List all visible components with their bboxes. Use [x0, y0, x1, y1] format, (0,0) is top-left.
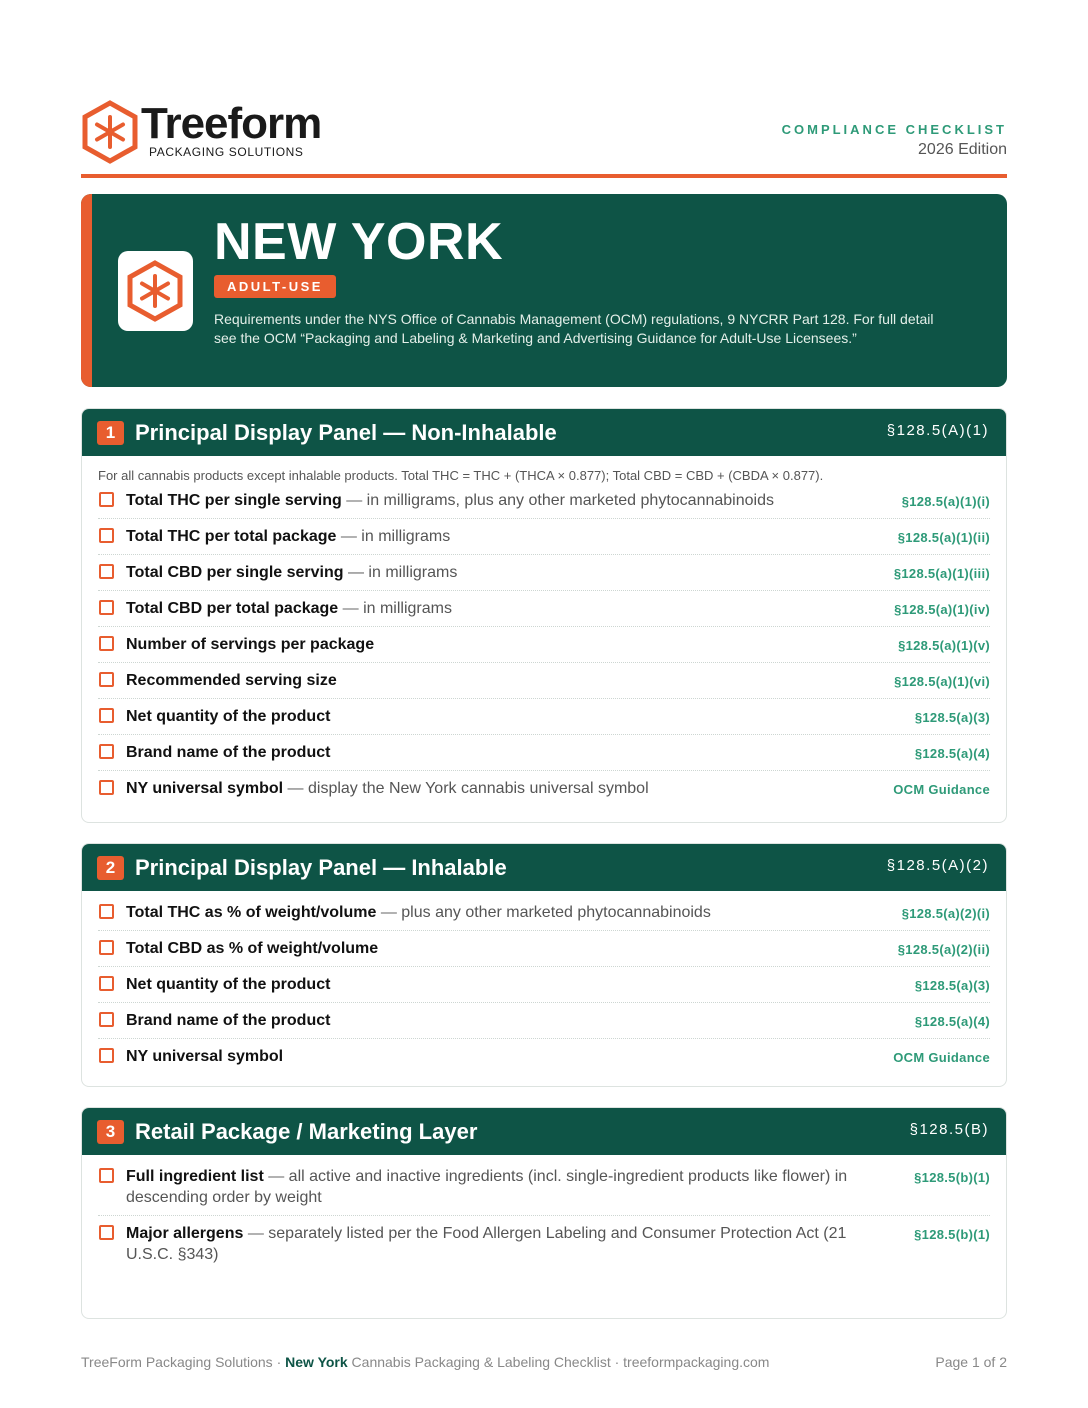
checklist-item	[98, 1216, 990, 1272]
header-divider	[81, 174, 1007, 178]
checklist	[82, 891, 1006, 1075]
section-header	[82, 844, 1006, 891]
item-description: display the New York cannabis universal symbol	[308, 780, 649, 797]
checklist-item	[98, 627, 990, 663]
checklist-item	[98, 967, 990, 1003]
section-header	[82, 409, 1006, 456]
checkbox[interactable]	[99, 940, 114, 955]
item-reference: §128.5(a)(4)	[914, 746, 990, 761]
item-description: in milligrams, plus any other marketed phytocannabinoids	[366, 492, 774, 509]
hero-description: Requirements under the NYS Office of Cannabis Management (OCM) regulations, 9 NYCRR Part 128. For full detail see the OCM “Packaging and Labeling & Marketing and Advertising Guidance for Adult-Use Licensees.”	[214, 311, 934, 346]
item-label: Net quantity of the product	[126, 976, 331, 993]
checkbox[interactable]	[99, 976, 114, 991]
item-label: Total THC per total package	[126, 528, 337, 545]
section-card	[81, 408, 1007, 823]
item-reference: §128.5(b)(1)	[914, 1227, 990, 1242]
header-meta	[782, 122, 1007, 159]
item-reference: §128.5(a)(1)(ii)	[897, 530, 990, 545]
item-label: Total THC per single serving	[126, 492, 342, 509]
checkbox[interactable]	[99, 492, 114, 507]
section-card	[81, 1107, 1007, 1319]
checklist-item	[98, 519, 990, 555]
item-reference: §128.5(a)(2)(ii)	[897, 942, 990, 957]
item-label: Total CBD as % of weight/volume	[126, 940, 379, 957]
checkbox[interactable]	[99, 672, 114, 687]
section-number: 1	[97, 421, 124, 445]
item-dash: —	[243, 1225, 269, 1242]
item-label: Total CBD per single serving	[126, 564, 344, 581]
item-dash: —	[336, 528, 362, 545]
item-label: Total CBD per total package	[126, 600, 339, 617]
checkbox[interactable]	[99, 1048, 114, 1063]
section-title: Principal Display Panel — Inhalable	[135, 855, 507, 880]
section-reference: §128.5(A)(2)	[886, 857, 989, 874]
footer-state: New York	[285, 1354, 348, 1370]
item-reference: §128.5(a)(1)(vi)	[894, 674, 990, 689]
checklist	[82, 483, 1006, 807]
item-dash: —	[338, 600, 364, 617]
item-reference: §128.5(a)(3)	[914, 978, 990, 993]
checkbox[interactable]	[99, 528, 114, 543]
checkbox[interactable]	[99, 780, 114, 795]
checkbox[interactable]	[99, 744, 114, 759]
checklist-item	[98, 735, 990, 771]
footer-separator: ·	[272, 1354, 286, 1370]
item-reference: §128.5(a)(4)	[914, 1014, 990, 1029]
section-reference: §128.5(B)	[909, 1121, 989, 1138]
checklist-item	[98, 931, 990, 967]
section-reference: §128.5(A)(1)	[886, 422, 989, 439]
checklist-item	[98, 483, 990, 519]
checklist-item	[98, 555, 990, 591]
treeform-hex-icon	[81, 100, 139, 164]
footer-doc-title: Cannabis Packaging & Labeling Checklist	[347, 1354, 611, 1370]
edition-label: 2026 Edition	[918, 141, 1007, 158]
checklist	[82, 1155, 1006, 1272]
item-label: Full ingredient list	[126, 1168, 264, 1185]
item-label: Number of servings per package	[126, 636, 375, 653]
item-label: Brand name of the product	[126, 744, 331, 761]
checkbox[interactable]	[99, 904, 114, 919]
item-description: in milligrams	[361, 528, 451, 545]
item-reference: §128.5(a)(1)(i)	[901, 494, 990, 509]
item-description: plus any other marketed phytocannabinoids	[401, 904, 711, 921]
checklist-item	[98, 699, 990, 735]
page-header	[81, 100, 1007, 164]
item-description: in milligrams	[368, 564, 458, 581]
section-card	[81, 843, 1007, 1087]
checkbox[interactable]	[99, 1225, 114, 1240]
item-reference: §128.5(a)(1)(v)	[898, 638, 990, 653]
section-title: Retail Package / Marketing Layer	[135, 1119, 478, 1144]
item-dash: —	[341, 492, 367, 509]
item-dash: —	[343, 564, 369, 581]
item-reference: §128.5(a)(3)	[914, 710, 990, 725]
footer-website[interactable]: treeformpackaging.com	[623, 1354, 770, 1370]
item-dash: —	[376, 904, 402, 921]
item-dash: —	[263, 1168, 289, 1185]
state-hero-banner	[81, 194, 1007, 387]
logo-wordmark: Treeform	[141, 99, 322, 148]
checkbox[interactable]	[99, 636, 114, 651]
item-reference: §128.5(b)(1)	[914, 1170, 990, 1185]
checkbox[interactable]	[99, 1168, 114, 1183]
hero-accent-bar	[81, 194, 92, 387]
item-reference: §128.5(a)(2)(i)	[901, 906, 990, 921]
item-label: Total THC as % of weight/volume	[126, 904, 377, 921]
section-number: 3	[97, 1120, 124, 1144]
section-number: 2	[97, 856, 124, 880]
checklist-item	[98, 771, 990, 807]
hero-badge	[118, 251, 193, 331]
item-reference: §128.5(a)(1)(iii)	[893, 566, 990, 581]
checklist-item	[98, 1003, 990, 1039]
checkbox[interactable]	[99, 564, 114, 579]
checklist-item	[98, 1039, 990, 1075]
footer-separator: ·	[610, 1354, 624, 1370]
market-badge: ADULT-USE	[214, 275, 336, 298]
section-header	[82, 1108, 1006, 1155]
item-description: in milligrams	[363, 600, 452, 617]
item-label: NY universal symbol	[126, 1048, 284, 1065]
treeform-hex-icon	[125, 260, 185, 322]
checklist-item	[98, 1159, 990, 1216]
footer-company: TreeForm Packaging Solutions	[81, 1354, 273, 1370]
page-footer	[81, 1354, 1007, 1370]
checkbox[interactable]	[99, 1012, 114, 1027]
treeform-logo	[81, 100, 321, 164]
item-description: all active and inactive ingredients (incl. single-ingredient products like flower) in descending order by weight	[126, 1168, 848, 1206]
section-title: Principal Display Panel — Non-Inhalable	[135, 420, 557, 445]
item-label: Brand name of the product	[126, 1012, 331, 1029]
checkbox[interactable]	[99, 708, 114, 723]
item-label: NY universal symbol	[126, 780, 284, 797]
item-dash: —	[283, 780, 308, 797]
section-note: For all cannabis products except inhalable products. Total THC = THC + (THCA × 0.877); Total CBD = CBD + (CBDA × 0.877).	[98, 468, 824, 483]
item-label: Major allergens	[126, 1225, 244, 1242]
checklist-item	[98, 895, 990, 931]
state-title: NEW YORK	[214, 213, 504, 271]
checklist-item	[98, 591, 990, 627]
item-label: Recommended serving size	[126, 672, 337, 689]
item-reference: §128.5(a)(1)(iv)	[894, 602, 990, 617]
item-reference: OCM Guidance	[893, 1050, 990, 1065]
item-reference: OCM Guidance	[893, 782, 990, 797]
checklist-item	[98, 663, 990, 699]
page-number: Page 1 of 2	[935, 1354, 1007, 1370]
item-label: Net quantity of the product	[126, 708, 331, 725]
doc-kicker: COMPLIANCE CHECKLIST	[781, 122, 1007, 137]
item-description: separately listed per the Food Allergen Labeling and Consumer Protection Act (21 U.S.C. §343)	[126, 1225, 847, 1263]
checkbox[interactable]	[99, 600, 114, 615]
logo-subtitle: PACKAGING SOLUTIONS	[149, 145, 304, 159]
